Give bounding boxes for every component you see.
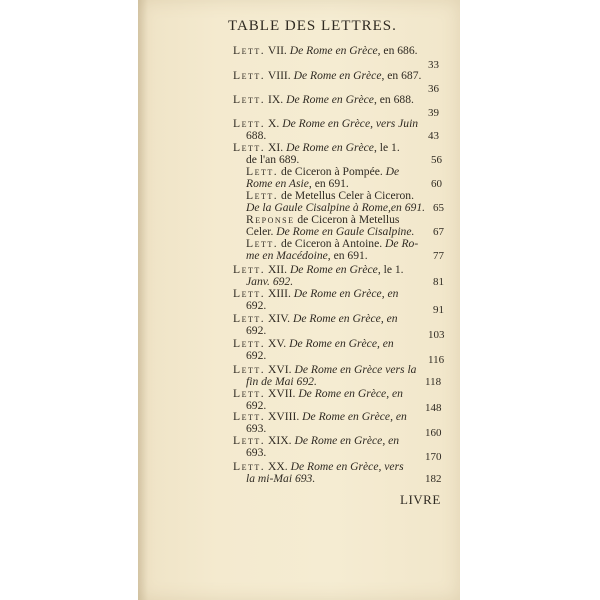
entry-line: Lett. de Ciceron à Pompée. De: [246, 165, 400, 178]
entry-line: Lett. XIX. De Rome en Grèce, en: [233, 434, 400, 447]
page-number: 60: [431, 178, 442, 190]
entry-line: Lett. VII. De Rome en Grèce, en 686.: [233, 44, 418, 57]
entry-line: Lett. XIII. De Rome en Grèce, en: [233, 287, 399, 300]
page-number: 43: [428, 130, 439, 142]
page-number: 81: [433, 276, 444, 288]
page-number: 56: [431, 154, 442, 166]
entry-line-continued: 692.: [246, 349, 267, 362]
entry-line: Lett. VIII. De Rome en Grèce, en 687.: [233, 69, 422, 82]
entry-line-continued: fin de Mai 692.: [246, 375, 317, 388]
entry-line: Lett. XI. De Rome en Grèce, le 1.: [233, 141, 400, 154]
entry-line-continued: la mi-Mai 693.: [246, 472, 316, 485]
entry-line: Lett. XV. De Rome en Grèce, en: [233, 337, 394, 350]
entry-line-continued: 688.: [246, 129, 267, 142]
entry-line-continued: 692.: [246, 299, 267, 312]
entry-line-continued: 693.: [246, 446, 267, 459]
page-number: 118: [425, 376, 442, 388]
page-number: 103: [428, 329, 445, 341]
catchword: LIVRE: [400, 492, 441, 507]
page-title: TABLE DES LETTRES.: [228, 18, 397, 34]
book-page: [138, 0, 460, 600]
page-number: 33: [428, 59, 439, 71]
entry-line-continued: Rome en Asie, en 691.: [246, 177, 349, 190]
page-number: 65: [433, 202, 444, 214]
page-number: 39: [428, 107, 439, 119]
entry-line: Lett. de Metellus Celer à Ciceron.: [246, 189, 414, 202]
entry-line: Lett. IX. De Rome en Grèce, en 688.: [233, 93, 414, 106]
entry-line: Lett. XVI. De Rome en Grèce vers la: [233, 363, 417, 376]
entry-line: Lett. de Ciceron à Antoine. De Ro-: [246, 237, 419, 250]
page-number: 67: [433, 226, 444, 238]
entry-line: Lett. XX. De Rome en Grèce, vers: [233, 460, 404, 473]
entry-line: Lett. XVII. De Rome en Grèce, en: [233, 387, 403, 400]
page-number: 182: [425, 473, 442, 485]
entry-line: Lett. XVIII. De Rome en Grèce, en: [233, 410, 407, 423]
entry-line-continued: 692.: [246, 324, 267, 337]
entry-line-continued: Celer. De Rome en Gaule Cisalpine.: [246, 225, 415, 238]
entry-line: Lett. XII. De Rome en Grèce, le 1.: [233, 263, 404, 276]
entry-line: Reponse de Ciceron à Metellus: [246, 213, 400, 226]
entry-line: Lett. X. De Rome en Grèce, vers Juin: [233, 117, 419, 130]
page-number: 77: [433, 250, 444, 262]
page-number: 170: [425, 451, 442, 463]
entry-line: Lett. XIV. De Rome en Grèce, en: [233, 312, 398, 325]
entry-line-continued: 693.: [246, 422, 267, 435]
entry-line-continued: Janv. 692.: [246, 275, 294, 288]
page-number: 91: [433, 304, 444, 316]
entry-line-continued: de l'an 689.: [246, 153, 300, 166]
page-number: 148: [425, 402, 442, 414]
page-number: 116: [428, 354, 445, 366]
page-number: 160: [425, 427, 442, 439]
entry-line-continued: me en Macédoine, en 691.: [246, 249, 368, 262]
page-number: 36: [428, 83, 439, 95]
entry-line-continued: De la Gaule Cisalpine à Rome,en 691.: [246, 201, 426, 214]
entry-line-continued: 692.: [246, 399, 267, 412]
